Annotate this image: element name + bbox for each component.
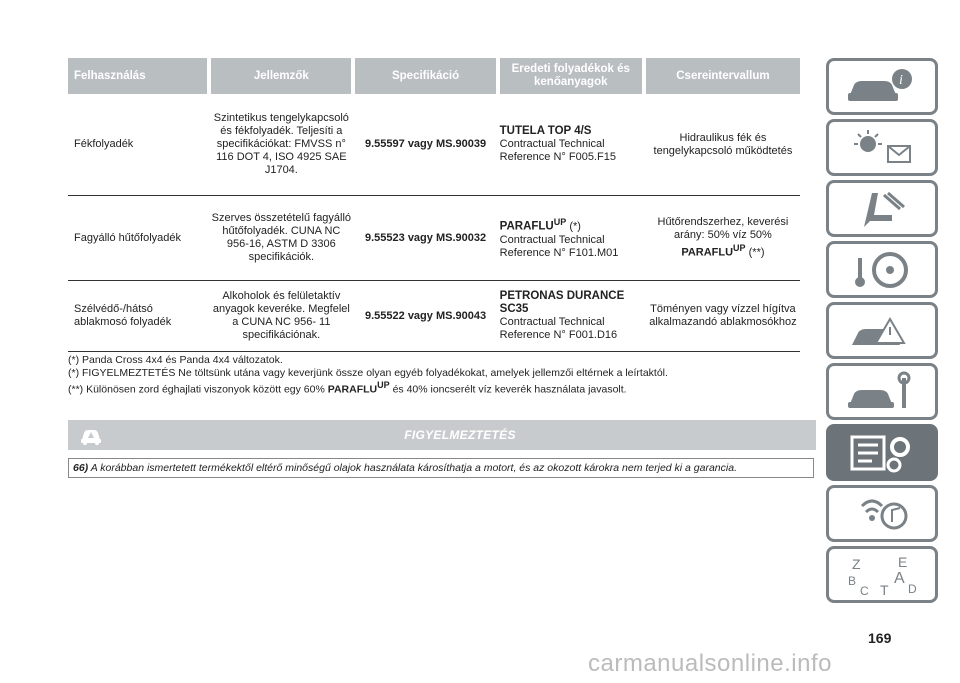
car-info-icon (842, 65, 922, 109)
footnote-3-tail: és 40% ioncserélt víz keverék használata javasolt. (392, 383, 627, 396)
cell-product (500, 281, 642, 351)
header-interval: Csereintervallum (646, 58, 800, 94)
product-name: PETRONAS DURANCE SC35 (499, 290, 625, 315)
cell-characteristics: Szerves összetételű fagyálló hűtőfolyadék. CUNA NC 956-16, ASTM D 3306 specifikációk. (211, 212, 352, 263)
watermark: carmanualsonline.info (588, 650, 832, 677)
specs-gear-icon (842, 431, 922, 475)
cell-interval: Töményen vagy vízzel hígítva alkalmazandó ablakmosókhoz (649, 303, 797, 328)
header-original-fluids: Eredeti folyadékok és kenőanyagok (500, 58, 642, 94)
footnote-3-text: (**) Különösen zord éghajlati viszonyok között egy 60% (68, 383, 325, 396)
header-characteristics: Jellemzők (211, 58, 351, 94)
tab-technical-data[interactable] (826, 424, 938, 481)
product-footnote-mark: (*) (569, 220, 581, 233)
car-warning-icon (78, 424, 104, 446)
tab-starting-driving[interactable] (826, 241, 938, 298)
tab-index[interactable] (826, 546, 938, 603)
warning-lights-icon (842, 126, 922, 170)
header-use: Felhasználás (68, 58, 207, 94)
interval-footnote-mark: (**) (748, 246, 765, 259)
product-reference: Contractual Technical Reference N° F101.M01 (499, 233, 619, 259)
warning-text (68, 458, 814, 478)
tab-warning-lights[interactable] (826, 119, 938, 176)
footnote-3-superscript: UP (377, 380, 390, 390)
footnote-3 (68, 379, 808, 396)
warning-header (68, 420, 816, 450)
tab-car-info[interactable] (826, 58, 938, 115)
footnotes (68, 354, 808, 396)
index-letter: Z (852, 555, 861, 572)
product-name: PARAFLU (499, 220, 554, 233)
header-specification: Specifikáció (355, 58, 495, 94)
index-letters-icon (842, 553, 922, 597)
index-letter: B (848, 573, 857, 588)
warning-message: A korábban ismertetett termékektől eltérő minőségű olajok használata károsíthatja a motort, és az okozott károkra nem terjed ki a garancia. (90, 462, 737, 474)
cell-interval (646, 196, 800, 280)
multimedia-icon (842, 492, 922, 536)
tab-safety[interactable] (826, 180, 938, 237)
index-letter: T (880, 581, 889, 597)
cell-spec: 9.55522 vagy MS.90043 (365, 309, 487, 322)
car-crash-icon (842, 309, 922, 353)
cell-spec: 9.55523 vagy MS.90032 (365, 231, 487, 244)
cell-spec: 9.55597 vagy MS.90039 (365, 138, 487, 150)
table-row (68, 281, 800, 352)
tab-multimedia[interactable] (826, 485, 938, 542)
tab-maintenance[interactable] (826, 363, 938, 420)
cell-characteristics: Szintetikus tengelykapcsoló és fékfolyadék. Teljesíti a specifikációkat: FMVSS n° 116 DOT 4, ISO 4925 SAE J1704. (213, 112, 349, 176)
interval-brand: PARAFLU (681, 246, 734, 259)
car-wrench-icon (842, 370, 922, 414)
interval-superscript: UP (733, 243, 746, 254)
warning-number: 66) (73, 462, 89, 474)
tab-emergency[interactable] (826, 302, 938, 359)
table-header (68, 58, 800, 94)
footnote-2: (*) FIGYELMEZTETÉS Ne töltsünk utána vagy keverjünk össze olyan egyéb folyadékokat, amelyek jellemzői eltérnek a leírtaktól. (68, 366, 668, 379)
chapter-tabs (826, 58, 938, 607)
product-reference: Contractual Technical Reference N° F005.F15 (499, 138, 616, 163)
warning-title: FIGYELMEZTETÉS (404, 428, 516, 442)
cell-use: Fékfolyadék (74, 138, 134, 150)
airbag-seat-icon (842, 187, 922, 231)
table-row (68, 196, 800, 281)
interval-text: Hűtőrendszerhez, keverési arány: 50% víz 50% (657, 216, 789, 242)
index-letter: E (898, 553, 908, 570)
fluids-table (68, 58, 800, 352)
product-reference: Contractual Technical Reference N° F001.D16 (499, 316, 618, 341)
steering-key-icon (842, 248, 922, 292)
footnote-1: (*) Panda Cross 4x4 és Panda 4x4 változatok. (68, 354, 283, 366)
cell-interval: Hidraulikus fék és tengelykapcsoló működtetés (653, 131, 793, 157)
page-number: 169 (868, 630, 892, 646)
svg-text:i: i (899, 72, 903, 88)
cell-use: Fagyálló hűtőfolyadék (74, 231, 182, 244)
index-letter: A (894, 569, 905, 587)
product-name: TUTELA TOP 4/S (499, 125, 592, 137)
index-letter: D (908, 581, 917, 596)
product-superscript: UP (553, 217, 567, 228)
cell-product (500, 94, 642, 195)
index-letter: C (860, 583, 869, 597)
cell-product (500, 196, 642, 280)
table-row (68, 94, 800, 196)
footnote-3-brand: PARAFLU (327, 383, 378, 396)
cell-characteristics: Alkoholok és felületaktív anyagok keveréke. Megfelel a CUNA NC 956- 11 specifikációnak. (212, 290, 350, 341)
cell-use: Szélvédő-/hátsó ablakmosó folyadék (74, 303, 172, 328)
